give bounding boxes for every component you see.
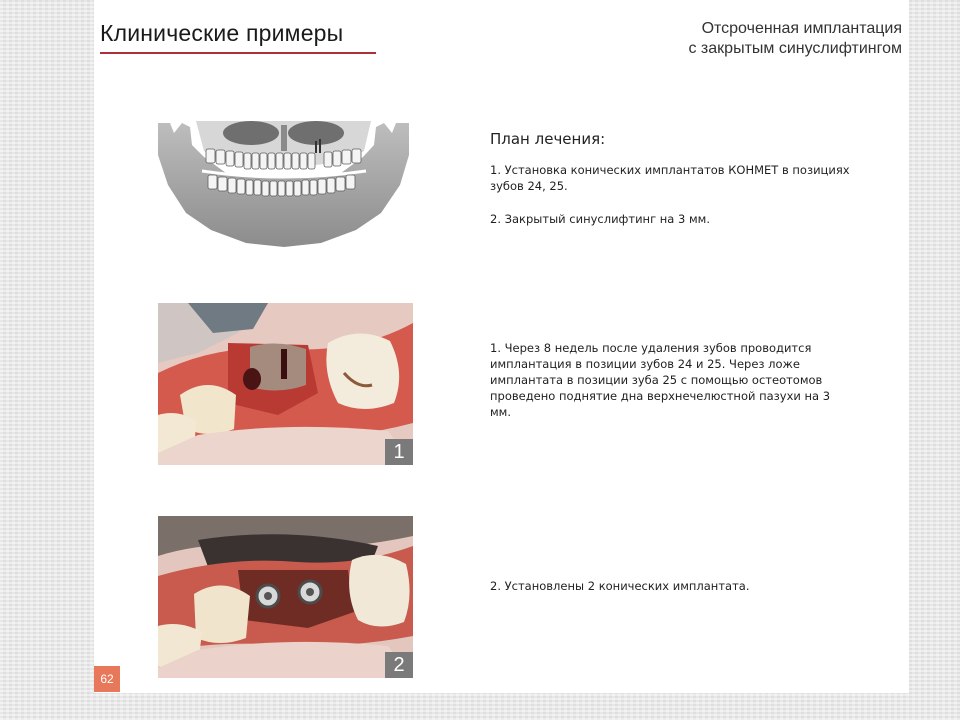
section-title: Клинические примеры xyxy=(100,20,344,46)
treatment-plan xyxy=(490,130,850,227)
subtitle-line-2: с закрытым синуслифтингом xyxy=(688,40,902,57)
figure-number-badge-2: 2 xyxy=(385,652,413,678)
page-number-badge: 62 xyxy=(94,666,120,692)
clinical-photo-1 xyxy=(158,303,413,465)
plan-item-2: 2. Закрытый синуслифтинг на 3 мм. xyxy=(490,212,710,226)
figure-caption-2: 2. Установлены 2 конических имплантата. xyxy=(490,579,750,593)
document-page xyxy=(94,0,909,693)
subtitle-line-1: Отсроченная имплантация xyxy=(701,20,902,37)
figure-caption-1: 1. Через 8 недель после удаления зубов проводится имплантация в позиции зубов 24 и 25. Через ложе имплантата в позиции зуба 25 с помощью остеотомов проведено поднятие дна верхнечелюстной пазухи на 3 мм. xyxy=(490,341,831,419)
plan-heading: План лечения: xyxy=(490,130,606,148)
title-underline xyxy=(100,52,376,54)
page-subtitle xyxy=(688,19,902,59)
panoramic-xray-image xyxy=(156,115,411,250)
figure-caption-1-block xyxy=(490,340,850,420)
figure-caption-2-block xyxy=(490,578,850,594)
plan-item-1: 1. Установка конических имплантатов КОНМЕТ в позициях зубов 24, 25. xyxy=(490,163,850,193)
clinical-photo-2 xyxy=(158,516,413,678)
figure-number-badge-1: 1 xyxy=(385,439,413,465)
